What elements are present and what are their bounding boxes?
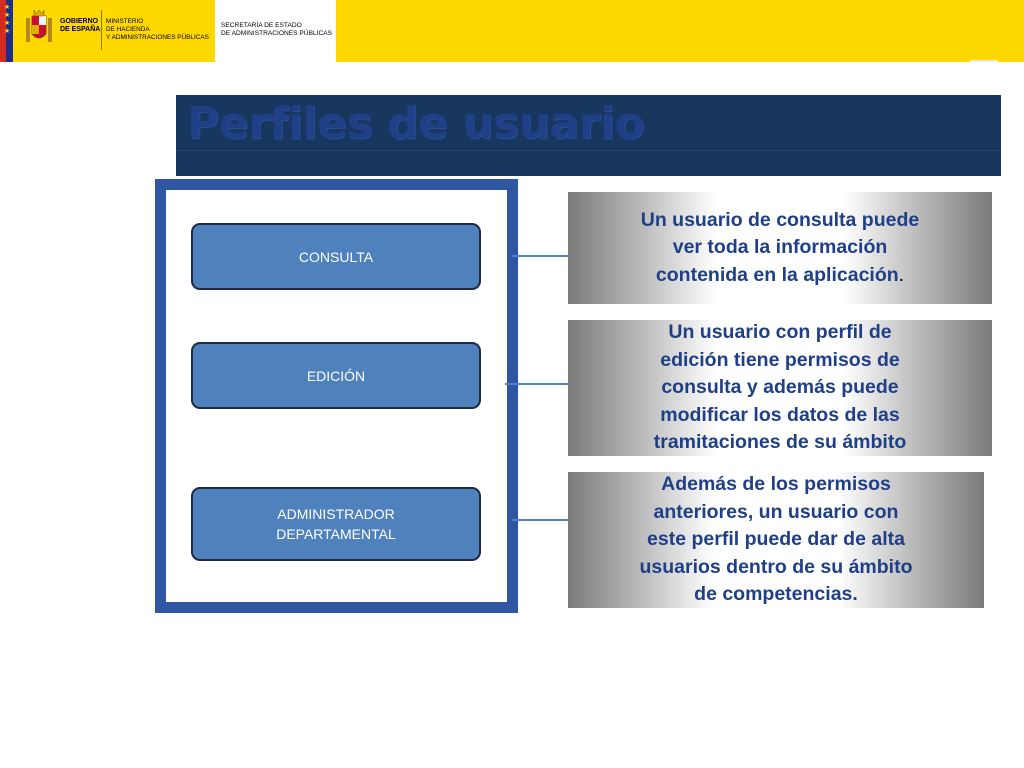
description-consulta bbox=[568, 192, 992, 304]
description-administrador bbox=[568, 472, 984, 608]
flag-strip bbox=[0, 0, 19, 62]
description-edicion-text: Un usuario con perfil de edición tiene permisos de consulta y además puede modificar los datos de las tramitaciones de su ámbito bbox=[653, 321, 907, 454]
secretaria-text: SECRETARÍA DE ESTADO DE ADMINISTRACIONES PÚBLICAS bbox=[221, 22, 333, 37]
ministerio-text: MINISTERIO DE HACIENDA Y ADMINISTRACIONES PÚBLICAS bbox=[106, 18, 209, 41]
page-title: Perfiles de usuario bbox=[187, 98, 645, 149]
role-consulta: CONSULTA bbox=[191, 223, 481, 290]
description-consulta-body: Un usuario de consulta puede ver toda la información contenida en la aplicación bbox=[640, 208, 920, 286]
gobierno-text: GOBIERNO DE ESPAÑA bbox=[60, 18, 101, 33]
coat-of-arms-icon bbox=[24, 8, 54, 48]
eu-stars-icon: ★ ★ ★ ★ bbox=[3, 4, 11, 35]
header-corner-mark bbox=[970, 60, 998, 62]
role-administrador: ADMINISTRADOR DEPARTAMENTAL bbox=[191, 487, 481, 561]
description-consulta-period: . bbox=[898, 263, 905, 286]
description-edicion bbox=[568, 320, 992, 456]
description-administrador-text: Además de los permisos anteriores, un usuario con este perfil puede dar de alta usuarios dentro de su ámbito de competencias. bbox=[639, 473, 913, 606]
title-underline bbox=[176, 150, 1001, 151]
role-edicion: EDICIÓN bbox=[191, 342, 481, 409]
description-consulta-text bbox=[641, 207, 919, 290]
header-divider bbox=[101, 10, 102, 50]
